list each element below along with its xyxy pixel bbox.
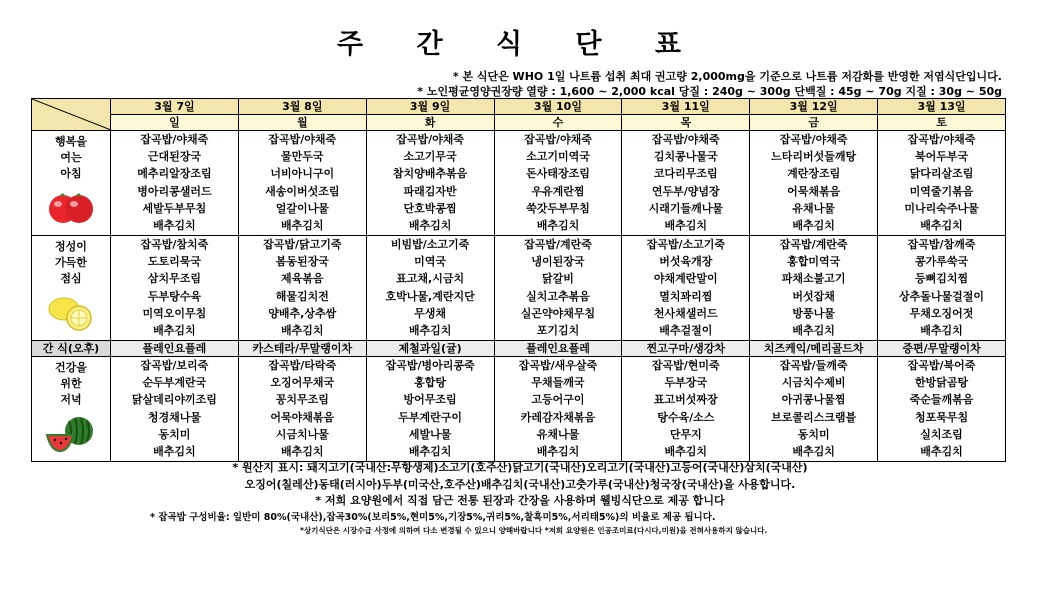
snack-item: 플레인요플레 <box>494 341 622 357</box>
menu-item: 미나리숙주나물 <box>904 201 979 215</box>
menu-item: 버섯잡채 <box>792 289 835 303</box>
dinner-menu-cell <box>622 357 750 462</box>
menu-item: 콩가루쑥국 <box>914 255 969 269</box>
lunch-menu-cell <box>494 236 622 341</box>
day-header: 월 <box>238 115 366 131</box>
menu-item: 배추김치 <box>664 444 708 458</box>
menu-item: 배추김치 <box>153 323 196 337</box>
lunch-menu-cell <box>238 236 366 341</box>
menu-item: 해물김치전 <box>275 289 329 303</box>
breakfast-menu-cell <box>111 131 239 236</box>
menu-item: 배추김치 <box>153 218 196 232</box>
menu-item: 단무지 <box>669 427 702 441</box>
menu-item: 잡곡밥/야채죽 <box>907 133 976 146</box>
menu-item: 배추겉절이 <box>659 323 713 337</box>
dinner-menu-cell <box>366 357 494 462</box>
lunch-label-line: 점심 <box>60 272 82 285</box>
menu-item: 물만두국 <box>281 150 324 164</box>
menu-item: 오징어무채국 <box>270 376 335 390</box>
breakfast-menu-cell <box>238 131 366 236</box>
breakfast-label-line: 아침 <box>60 167 82 180</box>
dinner-menu-cell <box>878 357 1006 462</box>
menu-item: 어묵야채볶음 <box>270 410 335 424</box>
menu-item: 연두부/양념장 <box>651 184 720 198</box>
menu-item: 단호박콩찜 <box>403 201 457 215</box>
dinner-label-line: 위한 <box>60 377 82 390</box>
menu-item: 새송이버섯조림 <box>265 184 340 198</box>
date-header: 3월 9일 <box>366 99 494 115</box>
menu-item: 배추김치 <box>536 218 580 232</box>
menu-item: 멸치꽈리찜 <box>659 289 713 303</box>
menu-item: 배추김치 <box>792 323 835 337</box>
menu-item: 배추김치 <box>664 218 708 232</box>
menu-item: 두부장국 <box>664 376 708 390</box>
weekly-menu-table <box>31 98 1006 462</box>
dinner-menu-cell <box>750 357 878 462</box>
menu-item: 동치미 <box>158 427 191 441</box>
menu-item: 북어두부국 <box>914 150 969 164</box>
menu-item: 참치양배추볶음 <box>392 167 468 181</box>
breakfast-label-line: 여는 <box>60 151 82 164</box>
day-header: 화 <box>366 115 494 131</box>
day-header: 목 <box>622 115 750 131</box>
breakfast-row <box>32 131 1006 236</box>
menu-item: 잡곡밥/현미죽 <box>651 359 720 372</box>
menu-item: 잡곡밥/야채죽 <box>396 133 464 146</box>
date-header: 3월 11일 <box>622 99 750 115</box>
origin-note-line2: 오징어(칠레산)동태(러시아)두부(미국산,호주산)배추김치(국내산)고춧가루(국내산)청국장(국내산)을 사용합니다. <box>244 478 796 491</box>
menu-item: 잡곡밥/야채죽 <box>651 133 720 146</box>
menu-item: 시금치나물 <box>275 427 329 441</box>
menu-item: 양배추,상추쌈 <box>268 306 337 320</box>
menu-item: 청경채나물 <box>147 410 201 424</box>
menu-item: 동치미 <box>797 427 830 441</box>
day-header: 금 <box>750 115 878 131</box>
menu-item: 배추김치 <box>281 218 324 232</box>
breakfast-menu-cell <box>622 131 750 236</box>
menu-item: 꽁치무조림 <box>275 393 329 407</box>
menu-item: 파채소불고기 <box>781 272 846 286</box>
menu-item: 배추김치 <box>408 323 452 337</box>
breakfast-menu-cell <box>366 131 494 236</box>
menu-item: 잡곡밥/계란죽 <box>524 238 592 251</box>
dinner-label-line: 저녁 <box>60 393 82 406</box>
page-title: 주 간 식 단 표 <box>336 29 703 60</box>
dinner-menu-cell <box>111 357 239 462</box>
lunch-menu-cell <box>111 236 239 341</box>
snack-item: 증편/무말랭이차 <box>878 341 1006 357</box>
dinner-row <box>32 357 1006 462</box>
menu-item: 잡곡밥/계란죽 <box>779 238 848 251</box>
menu-item: 두부탕수육 <box>147 289 201 303</box>
menu-item: 봄동된장국 <box>275 255 329 269</box>
menu-item: 미역줄기볶음 <box>909 184 974 198</box>
menu-item: 천사채샐러드 <box>653 306 718 320</box>
menu-item: 표고버섯짜장 <box>653 393 718 407</box>
menu-item: 닭갈비 <box>542 272 574 286</box>
menu-item: 포기김치 <box>536 323 580 337</box>
menu-item: 잡곡밥/들깨죽 <box>779 359 848 372</box>
menu-item: 시금치수제비 <box>781 376 846 390</box>
menu-item: 유채나물 <box>792 201 835 215</box>
menu-item: 도토리묵국 <box>147 255 201 269</box>
menu-item: 배추김치 <box>536 444 580 458</box>
date-header: 3월 13일 <box>878 99 1006 115</box>
menu-item: 잡곡밥/닭고기죽 <box>263 238 342 251</box>
lunch-menu-cell <box>750 236 878 341</box>
menu-item: 소고기미역국 <box>526 150 590 164</box>
menu-item: 무채오징어젓 <box>909 306 974 320</box>
menu-item: 배추김치 <box>792 444 835 458</box>
day-header: 토 <box>878 115 1006 131</box>
menu-item: 야채계란말이 <box>653 272 718 286</box>
menu-item: 잡곡밥/새우살죽 <box>518 359 598 372</box>
date-header: 3월 7일 <box>111 99 239 115</box>
menu-item: 순두부계란국 <box>142 376 207 390</box>
menu-item: 배추김치 <box>408 218 452 232</box>
watermelon-icon <box>43 413 99 456</box>
menu-item: 배추김치 <box>920 218 963 232</box>
menu-item: 죽순들깨볶음 <box>909 393 974 407</box>
date-header: 3월 12일 <box>750 99 878 115</box>
dinner-menu-cell <box>238 357 366 462</box>
menu-item: 유채나물 <box>536 427 580 441</box>
menu-item: 배추김치 <box>920 444 963 458</box>
sauce-note: * 저희 요양원에서 직접 담근 전통 된장과 간장을 사용하며 웰빙식단으로 제공 합니다 <box>315 494 725 507</box>
menu-item: 잡곡밥/병아리콩죽 <box>385 359 475 372</box>
menu-item: 방어무조림 <box>403 393 457 407</box>
day-header-row <box>32 115 1006 131</box>
menu-item: 너비아니구이 <box>270 167 335 181</box>
menu-item: 표고채,시금치 <box>396 272 465 286</box>
menu-item: 배추김치 <box>408 444 452 458</box>
snack-item: 카스테라/무말랭이차 <box>238 341 366 357</box>
menu-item: 상추돌나물걸절이 <box>899 289 985 303</box>
menu-item: 무생채 <box>414 306 447 320</box>
breakfast-menu-cell <box>878 131 1006 236</box>
menu-item: 시래기들깨나물 <box>648 201 723 215</box>
menu-item: 배추김치 <box>920 323 963 337</box>
menu-item: 카레감자채볶음 <box>520 410 596 424</box>
menu-item: 두부계란구이 <box>398 410 462 424</box>
menu-item: 세발나물 <box>408 427 452 441</box>
breakfast-label-cell <box>32 131 111 236</box>
menu-item: 쑥갓두부무침 <box>526 201 590 215</box>
menu-item: 잡곡밥/타락죽 <box>268 359 337 372</box>
menu-item: 브로콜리스크램블 <box>771 410 857 424</box>
change-notice: *상기식단은 시장수급 사정에 의하여 다소 변경될 수 있으니 양해바랍니다 *저희 요양원은 인공조미료(다시다,미원)을 전혀사용하지 않습니다. <box>300 526 768 535</box>
menu-item: 잡곡밥/참깨죽 <box>907 238 976 251</box>
snack-item: 제철과일(귤) <box>366 341 494 357</box>
menu-item: 제육볶음 <box>281 272 324 286</box>
menu-item: 잡곡밥/야채죽 <box>524 133 592 146</box>
lunch-menu-cell <box>366 236 494 341</box>
date-header: 3월 8일 <box>238 99 366 115</box>
lunch-row <box>32 236 1006 341</box>
menu-item: 잡곡밥/보리죽 <box>140 359 209 372</box>
snack-row <box>32 341 1006 357</box>
date-header-row <box>32 99 1006 115</box>
menu-item: 잡곡밥/야채죽 <box>140 133 209 146</box>
diagonal-line <box>32 99 111 130</box>
menu-item: 우유계란찜 <box>531 184 585 198</box>
menu-item: 미역오이무침 <box>142 306 207 320</box>
menu-item: 실곤약야채무침 <box>520 306 596 320</box>
menu-item: 잡곡밥/북어죽 <box>907 359 976 372</box>
menu-item: 병아리콩샐러드 <box>137 184 212 198</box>
lemon-icon <box>46 292 96 335</box>
sodium-note: * 본 식단은 WHO 1일 나트륨 섭취 최대 권고량 2,000mg을 기준으로 나트륨 저감화를 반영한 저염식단입니다. <box>452 70 1002 83</box>
snack-item: 찐고구마/생강차 <box>622 341 750 357</box>
menu-item: 등뼈김치찜 <box>914 272 969 286</box>
menu-item: 실치고추볶음 <box>526 289 590 303</box>
menu-item: 아귀콩나물찜 <box>781 393 846 407</box>
day-header: 수 <box>494 115 622 131</box>
menu-item: 잡곡밥/야채죽 <box>779 133 848 146</box>
menu-item: 냉이된장국 <box>531 255 585 269</box>
menu-item: 배추김치 <box>792 218 835 232</box>
menu-item: 메추리알장조림 <box>137 167 212 181</box>
day-header: 일 <box>111 115 239 131</box>
snack-item: 플레인요플레 <box>111 341 239 357</box>
menu-item: 방풍나물 <box>792 306 835 320</box>
menu-item: 돈사태장조림 <box>526 167 590 181</box>
origin-note-line1: * 원산지 표시: 돼지고기(국내산:무항생제)소고기(호주산)닭고기(국내산)오리고기(국내산)고등어(국내산)삼치(국내산) <box>232 461 808 474</box>
menu-item: 계란장조림 <box>787 167 841 181</box>
dinner-menu-cell <box>494 357 622 462</box>
menu-item: 한방닭곰탕 <box>914 376 969 390</box>
lunch-menu-cell <box>622 236 750 341</box>
menu-item: 닭살데리야끼조림 <box>131 393 217 407</box>
menu-item: 배추김치 <box>281 444 324 458</box>
breakfast-menu-cell <box>750 131 878 236</box>
menu-item: 소고기무국 <box>403 150 457 164</box>
grain-ratio-note: * 잡곡밥 구성비율: 일반미 80%(국내산),잡곡30%(보리5%,현미5%,기장5%,귀리5%,찰흑미5%,서리태5%)의 비율로 제공 됩니다. <box>150 512 716 523</box>
menu-item: 얼갈이나물 <box>275 201 329 215</box>
menu-item: 잡곡밥/야채죽 <box>268 133 337 146</box>
menu-item: 무채들깨국 <box>531 376 585 390</box>
menu-item: 홍합탕 <box>414 376 447 390</box>
menu-item: 버섯육개장 <box>659 255 713 269</box>
menu-item: 탕수육/소스 <box>657 410 715 424</box>
menu-item: 실치조림 <box>920 427 963 441</box>
tomato-icon <box>46 189 96 228</box>
breakfast-menu-cell <box>494 131 622 236</box>
menu-item: 김치콩나물국 <box>653 150 718 164</box>
menu-item: 코다리무조림 <box>653 167 718 181</box>
menu-item: 잡곡밥/참치죽 <box>140 238 209 251</box>
nutrition-note: * 노인평균영양권장량 열량 : 1,600 ~ 2,000 kcal 당질 : 240g ~ 300g 단백질 : 45g ~ 70g 지질 : 30g ~ 50g <box>417 85 1002 98</box>
menu-item: 느타리버섯들깨탕 <box>771 150 857 164</box>
menu-item: 비빔밥/소고기죽 <box>390 238 470 251</box>
menu-item: 어묵채볶음 <box>787 184 841 198</box>
menu-item: 배추김치 <box>153 444 196 458</box>
breakfast-label-line: 행복을 <box>55 135 87 148</box>
lunch-label-line: 정성이 <box>55 240 87 253</box>
dinner-label-cell <box>32 357 111 462</box>
corner-cell <box>32 99 111 131</box>
menu-item: 삼치무조림 <box>147 272 201 286</box>
snack-item: 치즈케익/메리골드차 <box>750 341 878 357</box>
menu-item: 청포묵무침 <box>914 410 969 424</box>
menu-item: 홍합미역국 <box>787 255 841 269</box>
lunch-label-line: 가득한 <box>55 256 87 269</box>
lunch-menu-cell <box>878 236 1006 341</box>
menu-item: 호박나물,계란지단 <box>385 289 475 303</box>
snack-label: 간 식(오후) <box>32 341 111 357</box>
menu-item: 잡곡밥/소고기죽 <box>646 238 725 251</box>
menu-item: 고등어구이 <box>531 393 585 407</box>
dinner-label-line: 건강을 <box>55 361 87 374</box>
menu-item: 근대된장국 <box>147 150 201 164</box>
menu-item: 세발두부무침 <box>142 201 207 215</box>
menu-item: 배추김치 <box>281 323 324 337</box>
lunch-label-cell <box>32 236 111 341</box>
menu-item: 파래김자반 <box>403 184 457 198</box>
menu-item: 닭다리살조림 <box>909 167 974 181</box>
menu-item: 미역국 <box>414 255 447 269</box>
date-header: 3월 10일 <box>494 99 622 115</box>
